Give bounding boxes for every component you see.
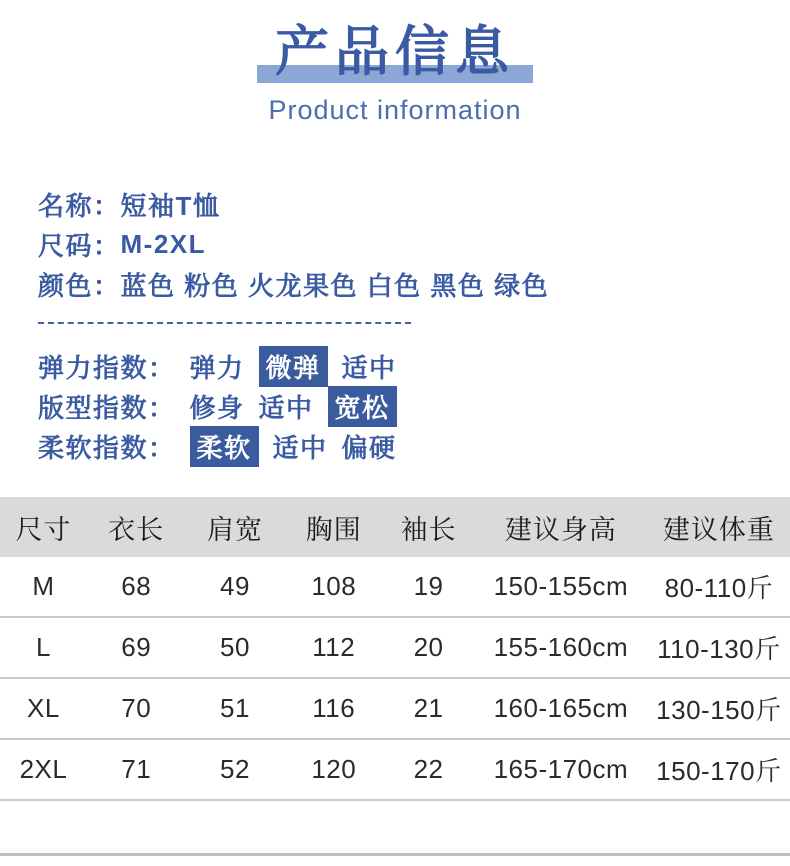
- cell-size: XL: [0, 678, 87, 739]
- cell-height: 150-155cm: [474, 557, 648, 617]
- cell-height: 165-170cm: [474, 739, 648, 800]
- table-footer-space: [0, 801, 790, 853]
- cell-length: 68: [87, 557, 186, 617]
- cell-weight: 110-130斤: [648, 617, 790, 678]
- index-option: 修身: [189, 392, 245, 423]
- col-header-bust: 胸围: [284, 497, 383, 557]
- index-option: 弹力: [189, 352, 245, 383]
- size-table-header-row: [0, 497, 790, 557]
- col-header-weight: 建议体重: [648, 497, 790, 557]
- field-value: 短袖T恤: [120, 190, 221, 221]
- cell-shoulder: 50: [186, 617, 285, 678]
- index-label: 柔软指数：: [38, 432, 176, 463]
- page-title: 产品信息: [275, 22, 515, 82]
- index-option-selected: 微弹: [259, 346, 328, 387]
- index-label: 弹力指数：: [38, 352, 176, 383]
- cell-bust: 116: [284, 678, 383, 739]
- page-subtitle: Product information: [268, 95, 522, 125]
- col-header-sleeve: 袖长: [383, 497, 474, 557]
- index-option: 适中: [258, 392, 314, 423]
- col-header-shoulder: 肩宽: [186, 497, 285, 557]
- table-row: [0, 617, 790, 678]
- cell-bust: 112: [284, 617, 383, 678]
- title-wrap: [0, 16, 790, 88]
- cell-length: 71: [87, 739, 186, 800]
- dashed-divider: [38, 322, 411, 324]
- index-option-selected: 柔软: [190, 426, 259, 467]
- index-option: 适中: [272, 432, 328, 463]
- col-header-size: 尺寸: [0, 497, 87, 557]
- cell-sleeve: 19: [383, 557, 474, 617]
- index-row-softness: [38, 426, 790, 466]
- bottom-divider: [0, 853, 790, 856]
- cell-size: M: [0, 557, 87, 617]
- cell-bust: 120: [284, 739, 383, 800]
- product-field-color: [38, 264, 790, 304]
- product-field-size: [38, 224, 790, 264]
- index-option: 偏硬: [341, 432, 397, 463]
- product-fields: [38, 184, 790, 304]
- index-row-fit: [38, 386, 790, 426]
- cell-size: L: [0, 617, 87, 678]
- table-row: [0, 739, 790, 800]
- cell-weight: 80-110斤: [648, 557, 790, 617]
- field-label: 尺码：: [38, 230, 121, 261]
- field-value: M-2XL: [120, 228, 207, 259]
- cell-sleeve: 22: [383, 739, 474, 800]
- index-section: [38, 346, 790, 466]
- cell-weight: 130-150斤: [648, 678, 790, 739]
- cell-length: 70: [87, 678, 186, 739]
- table-row: [0, 678, 790, 739]
- field-label: 颜色：: [38, 270, 121, 301]
- field-value: 蓝色 粉色 火龙果色 白色 黑色 绿色: [120, 270, 550, 301]
- cell-size: 2XL: [0, 739, 87, 800]
- field-label: 名称：: [38, 190, 121, 221]
- cell-length: 69: [87, 617, 186, 678]
- index-option: 适中: [341, 352, 397, 383]
- size-table: [0, 497, 790, 801]
- index-row-elasticity: [38, 346, 790, 386]
- cell-height: 155-160cm: [474, 617, 648, 678]
- index-label: 版型指数：: [38, 392, 176, 423]
- cell-sleeve: 21: [383, 678, 474, 739]
- table-row: [0, 557, 790, 617]
- cell-shoulder: 51: [186, 678, 285, 739]
- product-field-name: [38, 184, 790, 224]
- cell-height: 160-165cm: [474, 678, 648, 739]
- cell-shoulder: 52: [186, 739, 285, 800]
- cell-weight: 150-170斤: [648, 739, 790, 800]
- index-option-selected: 宽松: [328, 386, 397, 427]
- cell-shoulder: 49: [186, 557, 285, 617]
- cell-bust: 108: [284, 557, 383, 617]
- page-header: [0, 0, 790, 126]
- col-header-length: 衣长: [87, 497, 186, 557]
- col-header-height: 建议身高: [474, 497, 648, 557]
- cell-sleeve: 20: [383, 617, 474, 678]
